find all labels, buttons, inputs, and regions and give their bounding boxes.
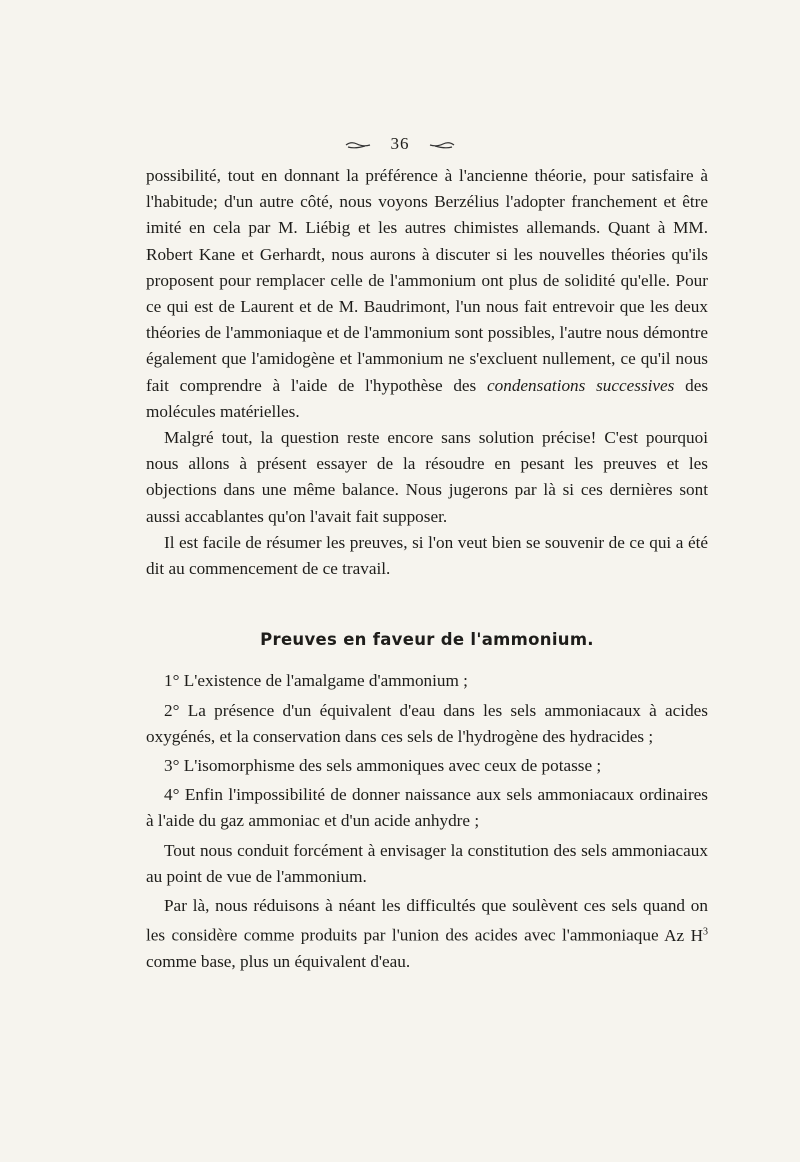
- page-header: [0, 134, 800, 154]
- list-item-4: 4° Enfin l'impossibilité de donner naissance aux sels ammoniacaux ordinaires à l'aide du gaz ammoniac et d'un acide anhydre ;: [146, 785, 708, 831]
- section-heading: Preuves en faveur de l'ammonium.: [260, 630, 594, 650]
- ornament-left-icon: [345, 140, 371, 150]
- paragraph-5: Par là, nous réduisons à néant les difficultés que soulèvent ces sels quand on les considère comme produits par l'union des acides avec l'ammoniaque Az $H^3$ comme base, plus un équivalent d'eau.: [146, 896, 708, 972]
- list-item-1: 1° L'existence de l'amalgame d'ammonium ;: [164, 671, 468, 691]
- italic-phrase: condensations successives: [487, 375, 675, 395]
- paragraph-4: Tout nous conduit forcément à envisager la constitution des sels ammoniacaux au point de vue de l'ammonium.: [146, 840, 708, 886]
- body-text: [146, 163, 708, 975]
- page-number: 36: [390, 134, 410, 153]
- list-item-2: 2° La présence d'un équivalent d'eau dans les sels ammoniacaux à acides oxygénés, et la conservation dans ces sels de l'hydrogène des hydracides ;: [146, 700, 708, 746]
- paragraph-3: Il est facile de résumer les preuves, si l'on veut bien se souvenir de ce qui a été dit au commencement de ce travail.: [146, 532, 708, 579]
- list-item-3: 3° L'isomorphisme des sels ammoniques avec ceux de potasse ;: [164, 756, 602, 776]
- ornament-right-icon: [429, 140, 455, 150]
- paragraph-1: possibilité, tout en donnant la préférence à l'ancienne théorie, pour satisfaire à l'habitude; d'un autre côté, nous voyons Berzélius l'adopter franchement et être imité en cela par M. Liébig et les autres chimistes allemands. Quant à MM. Robert Kane et Gerhardt, nous aurons à discuter si les nouvelles théories qu'ils proposent pour remplacer celle de l'ammonium ont plus de solidité qu'elle. Pour ce qui est de Laurent et de M. Baudrimont, l'un nous fait entrevoir que les deux théories de l'ammoniaque et de l'ammonium sont possibles, l'autre nous démontre également que l'amidogène et l'ammonium ne s'excluent nullement, ce qu'il nous fait comprendre à l'aide de l'hypothèse des condensations successives des molécules matérielles.: [146, 166, 709, 421]
- formula: Az $H^3$: [664, 926, 708, 946]
- paragraph-2: Malgré tout, la question reste encore sans solution précise! C'est pourquoi nous allons à présent essayer de la résoudre en pesant les preuves et les objections dans une même balance. Nous jugerons par là si ces dernières sont aussi accablantes qu'on l'avait fait supposer.: [146, 428, 708, 526]
